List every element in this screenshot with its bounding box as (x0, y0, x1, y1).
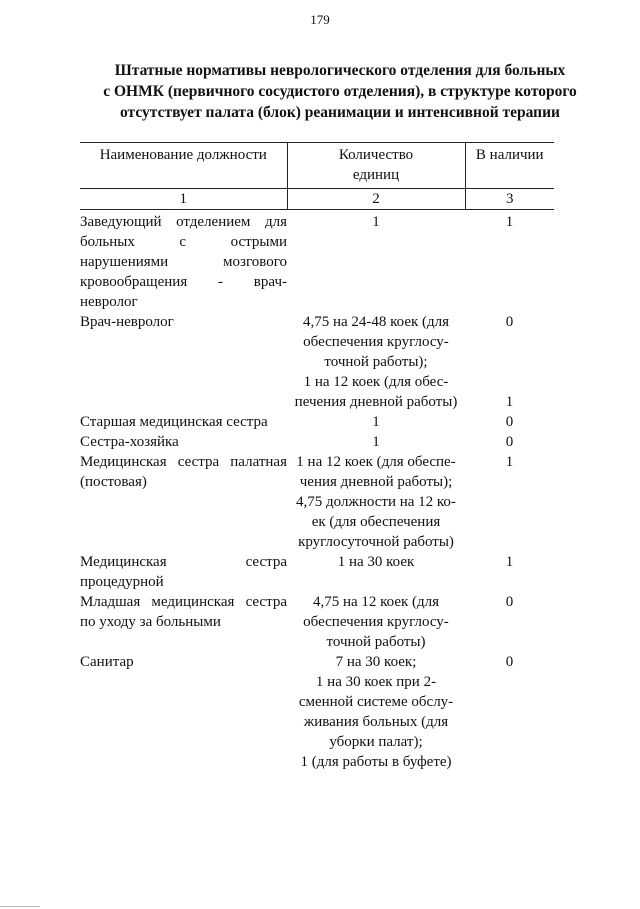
available-line: 0 (505, 434, 514, 450)
unit-quantity (287, 652, 465, 772)
table-row (80, 312, 554, 412)
unit-quantity (287, 552, 465, 592)
available-line: 1 (505, 554, 514, 570)
unit-quantity (287, 412, 465, 432)
quantity-line: точной работы) (326, 634, 426, 650)
table-body (80, 210, 554, 773)
available-line (465, 352, 554, 372)
unit-quantity (287, 432, 465, 452)
table-row (80, 210, 554, 313)
available-line: 0 (505, 654, 514, 670)
quantity-line: 1 на 30 коек (337, 554, 415, 570)
header-available: В наличии (465, 143, 554, 189)
position-name: Медицинская сестра процедурной (80, 554, 287, 590)
available-line (465, 332, 554, 352)
available-line (465, 372, 554, 392)
available-count (465, 452, 554, 552)
header-quantity: Количество единиц (287, 143, 465, 189)
available-count (465, 592, 554, 652)
available-count (465, 652, 554, 772)
quantity-line: 4,75 на 12 коек (для (312, 594, 440, 610)
title-line: Штатные нормативы неврологического отделения для больных (114, 62, 566, 79)
unit-quantity (287, 210, 465, 313)
quantity-line: 4,75 должности на 12 ко- (296, 494, 456, 510)
unit-quantity (287, 312, 465, 412)
staffing-table (80, 142, 554, 772)
position-name: Врач-невролог (80, 314, 174, 330)
quantity-line: уборки палат); (329, 734, 423, 750)
table-row (80, 592, 554, 652)
quantity-line: живания больных (для (303, 714, 449, 730)
document-title (80, 60, 600, 123)
available-count (465, 412, 554, 432)
quantity-line: 1 (372, 414, 380, 430)
header-position: Наименование должности (80, 143, 287, 189)
quantity-line: ек (для обеспечения (311, 514, 441, 530)
quantity-line: 1 (для работы в буфете) (300, 754, 452, 770)
position-name: Сестра-хозяйка (80, 434, 179, 450)
position-name: Санитар (80, 654, 134, 670)
scan-edge-mark (0, 906, 40, 907)
quantity-line: 1 на 30 коек при 2- (315, 674, 437, 690)
title-line: отсутствует палата (блок) реанимации и интенсивной терапии (120, 104, 560, 121)
table-row (80, 412, 554, 432)
page-number: 179 (310, 12, 330, 27)
quantity-line: 1 на 12 коек (для обеспе- (296, 454, 456, 470)
quantity-line: 7 на 30 коек; (335, 654, 417, 670)
quantity-line: 1 на 12 коек (для обес- (303, 374, 449, 390)
unit-quantity (287, 452, 465, 552)
quantity-line: 4,75 на 24-48 коек (для (302, 314, 450, 330)
quantity-line: обеспечения круглосу- (303, 334, 449, 350)
quantity-line: сменной системе обслу- (298, 694, 454, 710)
quantity-line: обеспечения круглосу- (303, 614, 449, 630)
quantity-line: точной работы); (324, 354, 428, 370)
column-number: 2 (287, 189, 465, 210)
quantity-line: печения дневной работы) (294, 394, 458, 410)
available-line: 0 (505, 414, 514, 430)
title-line: с ОНМК (первичного сосудистого отделения), в структуре которого (103, 83, 577, 100)
table-row (80, 452, 554, 552)
available-count (465, 312, 554, 412)
position-name: Младшая медицинская сестра по уходу за больными (80, 594, 287, 630)
table-header-row (80, 143, 554, 189)
available-line: 0 (505, 594, 514, 610)
available-line: 0 (505, 314, 514, 330)
available-line: 1 (505, 454, 514, 470)
position-name: Медицинская сестра палатная (постовая) (80, 454, 287, 490)
table-row (80, 552, 554, 592)
available-count (465, 210, 554, 313)
available-line: 1 (505, 214, 514, 230)
quantity-line: 1 (372, 434, 380, 450)
unit-quantity (287, 592, 465, 652)
column-number: 3 (465, 189, 554, 210)
available-count (465, 552, 554, 592)
table-row (80, 652, 554, 772)
position-name: Старшая медицинская сестра (80, 414, 268, 430)
quantity-line: чения дневной работы); (299, 474, 453, 490)
available-count (465, 432, 554, 452)
quantity-line: 1 (372, 214, 380, 230)
available-line: 1 (505, 394, 514, 410)
column-number-row (80, 189, 554, 210)
table-row (80, 432, 554, 452)
quantity-line: круглосуточной работы) (298, 534, 454, 550)
column-number: 1 (80, 189, 287, 210)
position-name: Заведующий отделением для больных с острыми нарушениями мозгового кровообращения - врач- невролог (80, 214, 287, 310)
